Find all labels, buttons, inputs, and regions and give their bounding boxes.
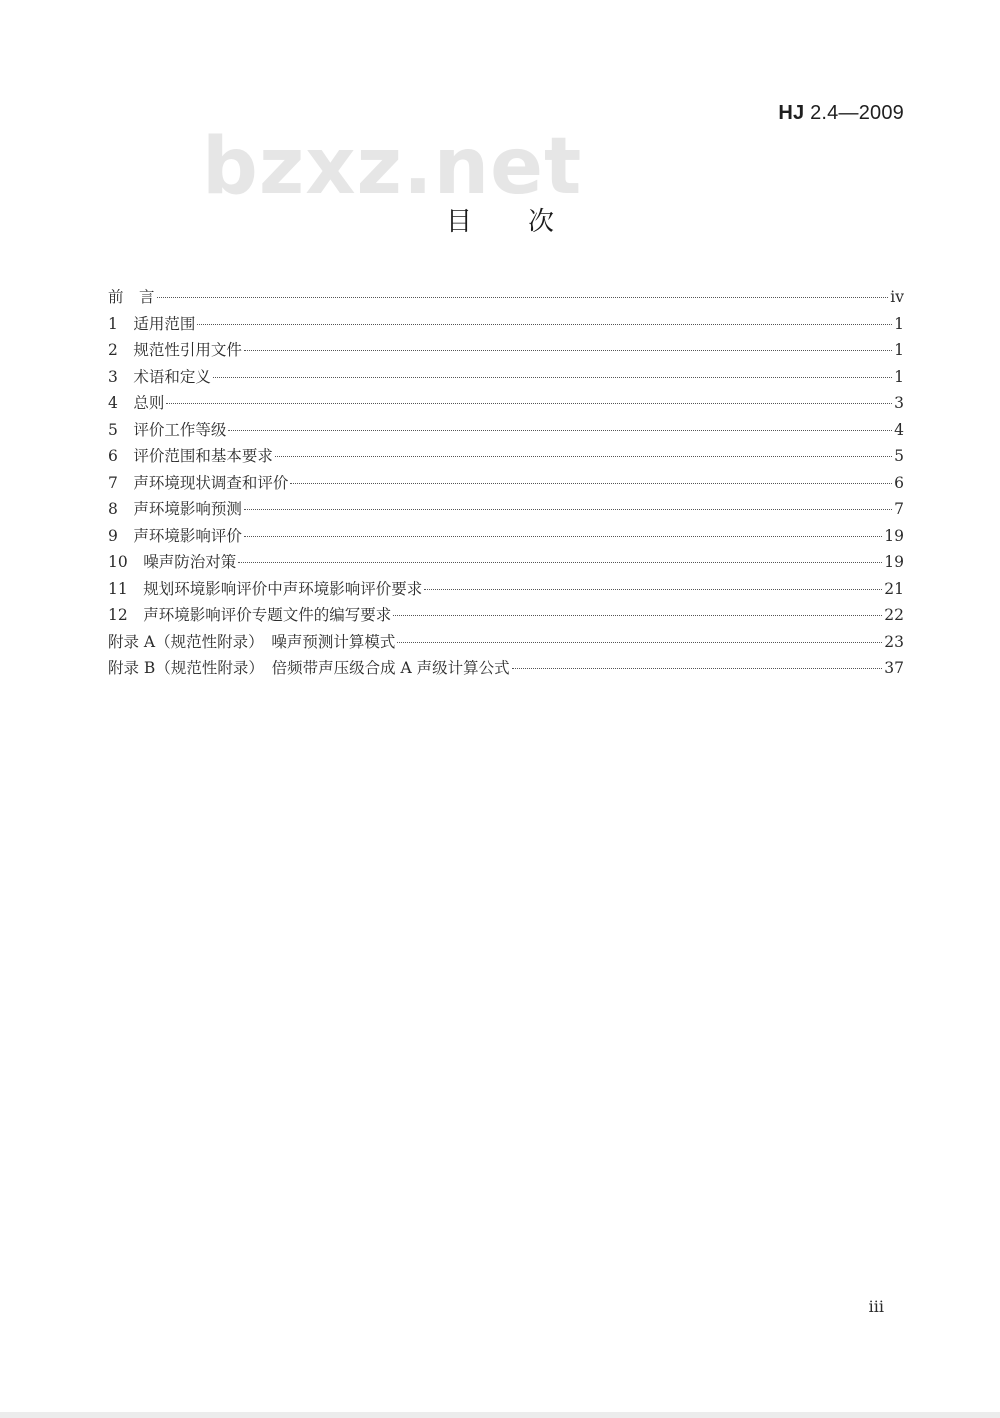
toc-entry-page: 21 <box>884 579 904 598</box>
toc-entry-page: iv <box>890 288 904 306</box>
toc-entry-label: 附录 B（规范性附录） 倍频带声压级合成 A 声级计算公式 <box>108 659 510 677</box>
toc-entry-label: 5 评价工作等级 <box>108 420 227 439</box>
toc-title: 目次 <box>445 207 610 237</box>
toc-entry[interactable] <box>108 577 904 604</box>
table-of-contents <box>108 285 904 683</box>
toc-leader-dots <box>197 324 892 325</box>
toc-entry[interactable] <box>108 285 904 312</box>
toc-entry-label: 8 声环境影响预测 <box>108 500 242 518</box>
toc-entry[interactable] <box>108 444 904 471</box>
toc-entry-page: 19 <box>884 526 904 545</box>
standard-code <box>778 102 904 125</box>
toc-entry-page: 7 <box>894 500 904 518</box>
toc-entry[interactable] <box>108 497 904 524</box>
toc-entry[interactable] <box>108 312 904 339</box>
toc-entry-page: 37 <box>884 659 904 677</box>
toc-entry-page: 1 <box>894 367 904 386</box>
toc-leader-dots <box>244 350 892 351</box>
toc-entry-label: 7 声环境现状调查和评价 <box>108 473 289 492</box>
toc-entry-page: 19 <box>884 553 904 571</box>
toc-entry[interactable] <box>108 550 904 577</box>
toc-leader-dots <box>244 536 882 537</box>
toc-entry-label: 3 术语和定义 <box>108 367 211 386</box>
toc-entry-page: 1 <box>894 341 904 359</box>
toc-entry-label: 附录 A（规范性附录） 噪声预测计算模式 <box>108 632 396 651</box>
toc-entry[interactable] <box>108 603 904 630</box>
toc-entry-label: 1 适用范围 <box>108 314 196 333</box>
toc-leader-dots <box>275 456 892 457</box>
toc-entry[interactable] <box>108 656 904 683</box>
toc-leader-dots <box>166 403 892 404</box>
toc-entry-page: 23 <box>884 632 904 651</box>
watermark-logo: bzxz.net <box>202 122 583 212</box>
toc-entry-page: 22 <box>884 606 904 624</box>
toc-entry[interactable] <box>108 524 904 551</box>
standard-code-prefix: HJ <box>778 102 805 124</box>
toc-entry-label: 10 噪声防治对策 <box>108 553 237 571</box>
page-number: iii <box>868 1297 884 1316</box>
toc-entry-label: 9 声环境影响评价 <box>108 526 242 545</box>
toc-leader-dots <box>213 377 892 378</box>
toc-entry[interactable] <box>108 630 904 657</box>
toc-leader-dots <box>424 589 882 590</box>
toc-entry-label: 4 总则 <box>108 394 165 412</box>
toc-entry-label: 12 声环境影响评价专题文件的编写要求 <box>108 606 392 624</box>
standard-code-number: 2.4—2009 <box>804 102 904 124</box>
toc-leader-dots <box>238 562 882 563</box>
toc-leader-dots <box>397 642 882 643</box>
toc-entry-page: 6 <box>894 473 904 492</box>
page-bottom-edge <box>0 1412 1000 1418</box>
toc-entry[interactable] <box>108 365 904 392</box>
toc-leader-dots <box>512 668 883 669</box>
toc-entry[interactable] <box>108 418 904 445</box>
toc-leader-dots <box>393 615 882 616</box>
toc-entry-page: 3 <box>894 394 904 412</box>
toc-leader-dots <box>228 430 892 431</box>
toc-entry-page: 5 <box>894 447 904 465</box>
toc-entry-label: 前 言 <box>108 288 155 306</box>
toc-entry-label: 2 规范性引用文件 <box>108 341 242 359</box>
toc-entry-label: 6 评价范围和基本要求 <box>108 447 273 465</box>
toc-leader-dots <box>244 509 892 510</box>
toc-entry-page: 4 <box>894 420 904 439</box>
toc-entry[interactable] <box>108 391 904 418</box>
toc-entry-page: 1 <box>894 314 904 333</box>
toc-leader-dots <box>290 483 892 484</box>
toc-entry[interactable] <box>108 471 904 498</box>
toc-leader-dots <box>157 297 889 298</box>
toc-entry-label: 11 规划环境影响评价中声环境影响评价要求 <box>108 579 423 598</box>
toc-entry[interactable] <box>108 338 904 365</box>
